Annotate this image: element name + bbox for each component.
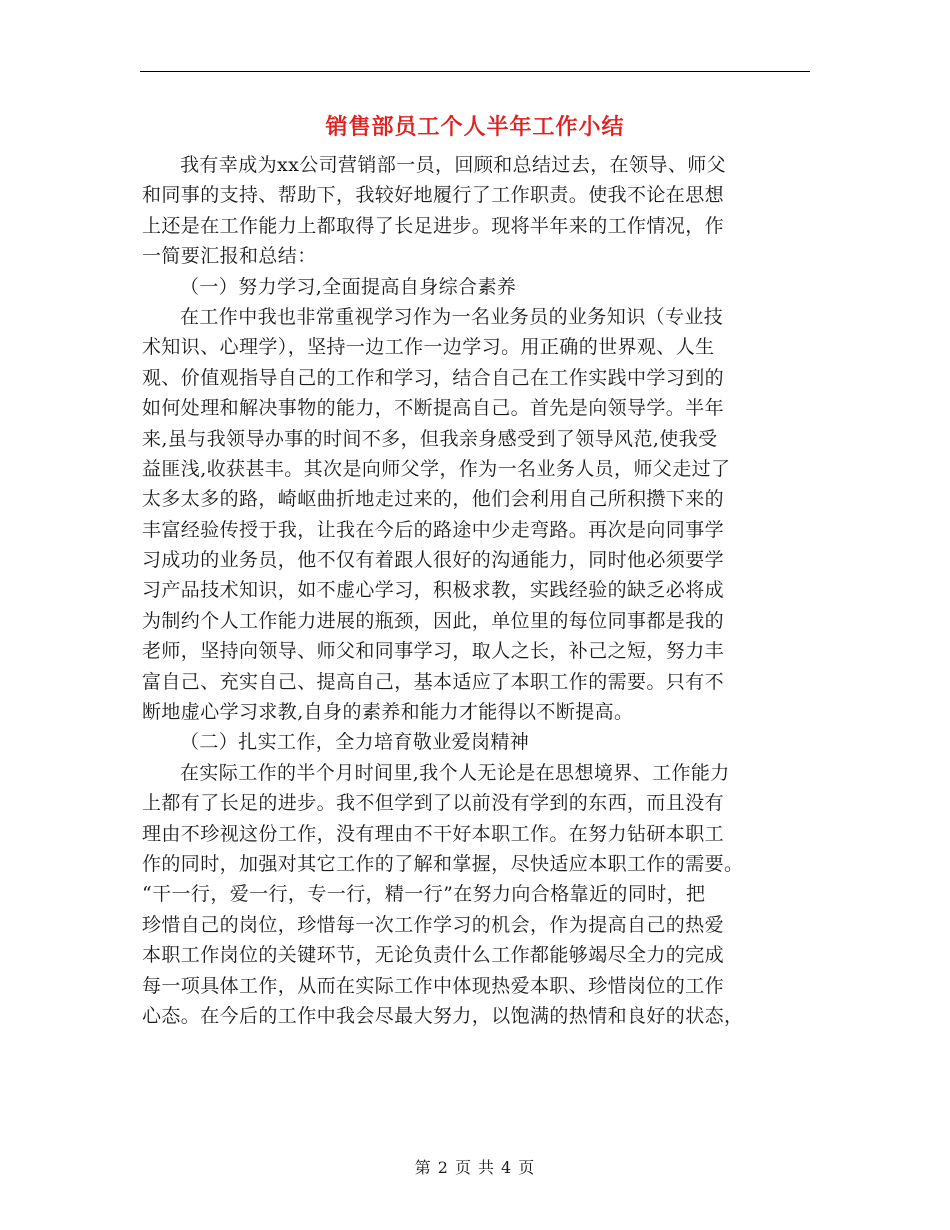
page-footer-middle: 页 共 [454,1158,496,1177]
text-line: （一）努力学习,全面提高自身综合素养 [180,275,517,298]
text-line: 观、价值观指导自己的工作和学习，结合自己在工作实践中学习到的 [142,366,725,389]
text-line: 每一项具体工作，从而在实际工作中体现热爱本职、珍惜岗位的工作 [142,974,725,997]
text-line: 来,虽与我领导办事的时间不多，但我亲身感受到了领导风范,使我受 [142,427,718,450]
text-line: 为制约个人工作能力进展的瓶颈，因此，单位里的每位同事都是我的 [142,609,725,632]
text-line: 习产品技术知识，如不虚心学习，积极求教，实践经验的缺乏必将成 [142,579,725,602]
document-body [142,150,810,1031]
page-footer-suffix: 页 [518,1158,536,1177]
text-line: 心态。在今后的工作中我会尽最大努力，以饱满的热情和良好的状态， [142,1004,744,1027]
page-number-total: 4 [501,1158,513,1177]
page-footer-prefix: 第 [414,1158,432,1177]
text-line: 一简要汇报和总结： [142,245,317,268]
text-line: 富自己、充实自己、提高自己，基本适应了本职工作的需要。只有不 [142,670,725,693]
document-title: 销售部员工个人半年工作小结 [325,114,625,140]
text-line: 珍惜自己的岗位，珍惜每一次工作学习的机会，作为提高自己的热爱 [142,913,725,936]
text-line: 和同事的支持、帮助下，我较好地履行了工作职责。使我不论在思想 [142,184,725,207]
text-line: 丰富经验传授于我，让我在今后的路途中少走弯路。再次是向同事学 [142,518,725,541]
text-line: 术知识、心理学），坚持一边工作一边学习。用正确的世界观、人生 [142,336,715,359]
text-line: 老师，坚持向领导、师父和同事学习，取人之长，补己之短，努力丰 [142,640,725,663]
text-line: 在实际工作的半个月时间里,我个人无论是在思想境界、工作能力 [180,761,730,784]
text-line: 太多太多的路，崎岖曲折地走过来的，他们会利用自己所积攒下来的 [142,488,725,511]
text-line: 作的同时，加强对其它工作的了解和掌握，尽快适应本职工作的需要。 [142,852,744,875]
text-line: 上还是在工作能力上都取得了长足进步。现将半年来的工作情况，作 [142,214,725,237]
text-line: 断地虚心学习求教,自身的素养和能力才能得以不断提高。 [142,701,634,724]
text-line: 益匪浅,收获甚丰。其次是向师父学，作为一名业务人员，师父走过了 [142,457,731,480]
text-line: 上都有了长足的进步。我不但学到了以前没有学到的东西，而且没有 [142,792,725,815]
text-line: 理由不珍视这份工作，没有理由不干好本职工作。在努力钻研本职工 [142,822,725,845]
text-line: 本职工作岗位的关键环节，无论负责什么工作都能够竭尽全力的完成 [142,944,725,967]
text-line: 在工作中我也非常重视学习作为一名业务员的业务知识（专业技 [180,305,724,328]
text-line: 习成功的业务员，他不仅有着跟人很好的沟通能力，同时他必须要学 [142,549,725,572]
text-line: “干一行，爱一行，专一行，精一行”在努力向合格靠近的同时，把 [142,883,706,906]
text-line: 我有幸成为xx公司营销部一员，回顾和总结过去，在领导、师父 [180,154,727,176]
header-rule [140,71,810,72]
page-footer [0,1155,950,1178]
text-line: （二）扎实工作，全力培育敬业爱岗精神 [180,731,530,754]
page-number-current: 2 [437,1158,449,1177]
text-line: 如何处理和解决事物的能力，不断提高自己。首先是向领导学。半年 [142,397,725,420]
